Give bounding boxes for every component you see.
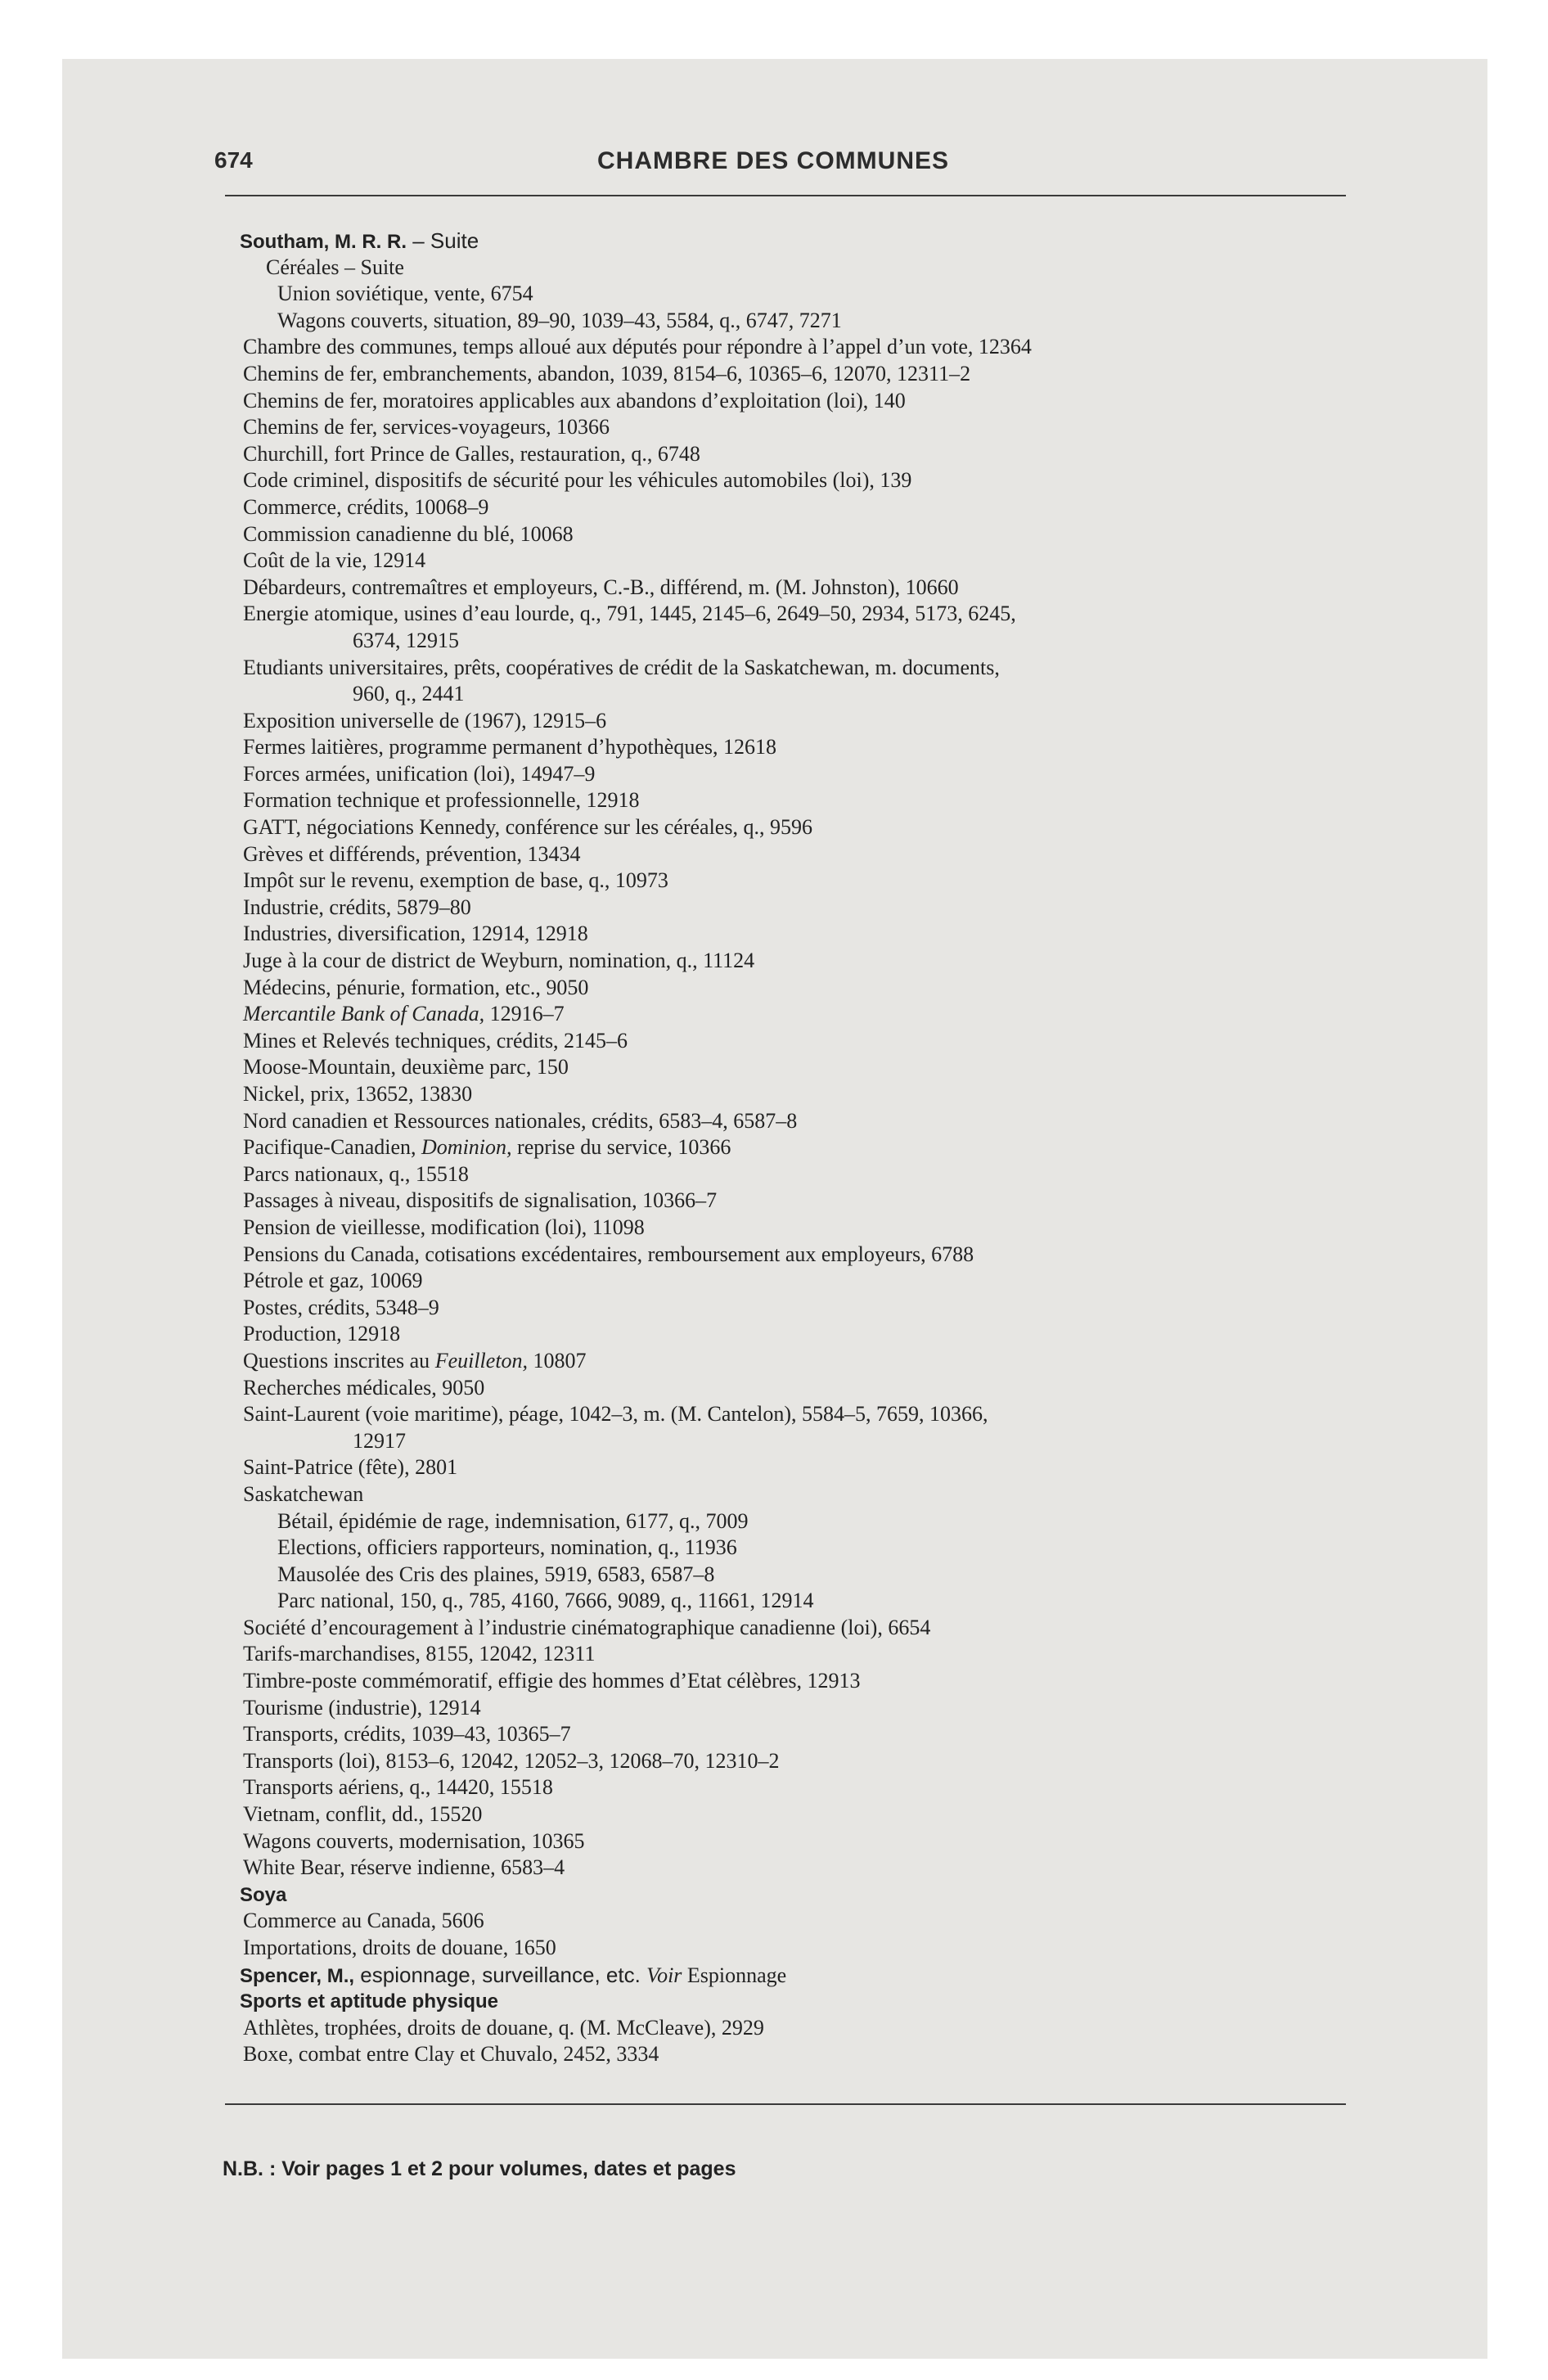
index-continuation-line bbox=[240, 628, 1369, 655]
index-entry bbox=[240, 1188, 1369, 1215]
index-entry bbox=[240, 787, 1369, 814]
entry-heading: Soya bbox=[240, 1883, 287, 1906]
entry-text: Union soviétique, vente, 6754 bbox=[277, 282, 533, 306]
index-entry bbox=[240, 1401, 1369, 1428]
entry-text: Saskatchewan bbox=[243, 1481, 364, 1506]
index-entry bbox=[240, 521, 1369, 548]
entry-text: Transports aériens, q., 14420, 15518 bbox=[243, 1775, 553, 1800]
index-entry bbox=[240, 1935, 1369, 1962]
index-entry bbox=[240, 575, 1369, 602]
entry-heading: Sports et aptitude physique bbox=[240, 1990, 499, 2013]
entry-text: Exposition universelle de (1967), 12915–6 bbox=[243, 708, 607, 732]
index-entry bbox=[240, 308, 1369, 335]
index-entry bbox=[240, 1242, 1369, 1269]
index-entry bbox=[240, 1295, 1369, 1322]
entry-text: Athlètes, trophées, droits de douane, q. (M. McCleave), 2929 bbox=[243, 2015, 764, 2040]
index-entry bbox=[240, 1588, 1369, 1615]
entry-text: Importations, droits de douane, 1650 bbox=[243, 1936, 556, 1959]
entry-text: Pensions du Canada, cotisations excédentaires, remboursement aux employeurs, 6788 bbox=[243, 1242, 974, 1266]
index-entry bbox=[240, 895, 1369, 922]
entry-text: Tourisme (industrie), 12914 bbox=[243, 1695, 481, 1720]
entry-text: Impôt sur le revenu, exemption de base, q., 10973 bbox=[243, 868, 668, 893]
entry-text: Transports, crédits, 1039–43, 10365–7 bbox=[243, 1722, 571, 1747]
entry-text: 960, q., 2441 bbox=[353, 682, 465, 706]
entry-text: Commerce, crédits, 10068–9 bbox=[243, 494, 489, 519]
entry-text: Mines et Relevés techniques, crédits, 2145–6 bbox=[243, 1028, 628, 1053]
index-entry bbox=[240, 1641, 1369, 1668]
index-entry bbox=[240, 1134, 1369, 1161]
index-entry bbox=[240, 814, 1369, 841]
index-entry bbox=[240, 921, 1369, 948]
index-entry bbox=[240, 841, 1369, 868]
entry-text: Boxe, combat entre Clay et Chuvalo, 2452, 3334 bbox=[243, 2042, 659, 2067]
entry-text: Industrie, crédits, 5879–80 bbox=[243, 895, 471, 919]
entry-text: Commission canadienne du blé, 10068 bbox=[243, 521, 574, 546]
index-entry bbox=[240, 1001, 1369, 1028]
entry-text: reprise du service, 10366 bbox=[511, 1135, 731, 1160]
index-heading-entry bbox=[240, 1962, 1369, 1989]
entry-text: Nord canadien et Ressources nationales, crédits, 6583–4, 6587–8 bbox=[243, 1108, 798, 1133]
index-entry bbox=[240, 1615, 1369, 1642]
entry-italic-text: Dominion, bbox=[421, 1135, 512, 1160]
page-header bbox=[164, 147, 1342, 180]
entry-text: Bétail, épidémie de rage, indemnisation, 6177, q., 7009 bbox=[277, 1508, 749, 1533]
index-entry bbox=[240, 548, 1369, 575]
index-entry bbox=[240, 1268, 1369, 1295]
index-entry bbox=[240, 361, 1369, 388]
entry-text: 6374, 12915 bbox=[353, 628, 459, 652]
index-entry bbox=[240, 467, 1369, 494]
entry-text: Saint-Laurent (voie maritime), péage, 1042–3, m. (M. Cantelon), 5584–5, 7659, 10366, bbox=[243, 1402, 988, 1427]
entry-text: Tarifs-marchandises, 8155, 12042, 12311 bbox=[243, 1642, 596, 1666]
entry-text: Formation technique et professionnelle, 12918 bbox=[243, 788, 640, 813]
entry-text: 12916–7 bbox=[484, 1002, 565, 1026]
index-heading-entry bbox=[240, 1988, 1369, 2015]
entry-text: Parcs nationaux, q., 15518 bbox=[243, 1161, 469, 1186]
index-heading-entry bbox=[240, 1882, 1369, 1909]
index-entry bbox=[240, 1535, 1369, 1562]
index-entry bbox=[240, 655, 1369, 682]
index-continuation-line bbox=[240, 1428, 1369, 1455]
entry-text: Céréales – Suite bbox=[266, 255, 404, 279]
index-entry bbox=[240, 1321, 1369, 1348]
index-entry bbox=[240, 334, 1369, 361]
entry-text: Chemins de fer, embranchements, abandon, 1039, 8154–6, 10365–6, 12070, 12311–2 bbox=[243, 361, 971, 385]
entry-text: Industries, diversification, 12914, 12918 bbox=[243, 922, 588, 946]
index-entry bbox=[240, 761, 1369, 788]
entry-text: White Bear, réserve indienne, 6583–4 bbox=[243, 1855, 565, 1880]
index-entry bbox=[240, 1375, 1369, 1402]
index-entry bbox=[240, 1801, 1369, 1828]
index-entry bbox=[240, 388, 1369, 415]
entry-text: Postes, crédits, 5348–9 bbox=[243, 1295, 439, 1319]
entry-text: Chemins de fer, moratoires applicables aux abandons d’exploitation (loi), 140 bbox=[243, 388, 906, 412]
entry-text: Transports (loi), 8153–6, 12042, 12052–3, 12068–70, 12310–2 bbox=[243, 1748, 780, 1773]
entry-text: Production, 12918 bbox=[243, 1322, 401, 1346]
index-entry bbox=[240, 734, 1369, 761]
entry-text: Recherches médicales, 9050 bbox=[243, 1375, 485, 1400]
index-entry bbox=[240, 601, 1369, 628]
entry-text: Grèves et différends, prévention, 13434 bbox=[243, 841, 581, 866]
index-entry bbox=[240, 948, 1369, 975]
entry-text: Pétrole et gaz, 10069 bbox=[243, 1269, 423, 1293]
index-entry bbox=[240, 1748, 1369, 1775]
entry-heading-rest: – Suite bbox=[407, 228, 479, 253]
index-entry bbox=[240, 1028, 1369, 1055]
entry-heading-rest: espionnage, surveillance, etc. bbox=[354, 1962, 647, 1987]
entry-text: Code criminel, dispositifs de sécurité pour les véhicules automobiles (loi), 139 bbox=[243, 468, 912, 493]
index-entry bbox=[240, 1348, 1369, 1375]
index-entry bbox=[240, 1481, 1369, 1508]
entry-heading: Spencer, M., bbox=[240, 1964, 355, 1987]
index-entry bbox=[240, 1508, 1369, 1535]
entry-text: Commerce au Canada, 5606 bbox=[243, 1909, 484, 1933]
entry-text: Churchill, fort Prince de Galles, restauration, q., 6748 bbox=[243, 441, 700, 466]
index-entry bbox=[240, 281, 1369, 308]
index-entry bbox=[240, 1855, 1369, 1882]
entry-text: Société d’encouragement à l’industrie cinématographique canadienne (loi), 6654 bbox=[243, 1615, 931, 1639]
index-entry bbox=[240, 1215, 1369, 1242]
entry-text: Nickel, prix, 13652, 13830 bbox=[243, 1082, 473, 1106]
index-entry bbox=[240, 1562, 1369, 1589]
index-entry bbox=[240, 868, 1369, 895]
entry-text: Juge à la cour de district de Weyburn, nomination, q., 11124 bbox=[243, 949, 755, 973]
index-entry bbox=[240, 975, 1369, 1002]
entry-text: Chambre des communes, temps alloué aux députés pour répondre à l’appel d’un vote, 12364 bbox=[243, 335, 1032, 359]
footer-rule bbox=[225, 2103, 1346, 2105]
entry-text: Timbre-poste commémoratif, effigie des hommes d’Etat célèbres, 12913 bbox=[243, 1669, 861, 1693]
entry-text: Elections, officiers rapporteurs, nomination, q., 11936 bbox=[277, 1535, 737, 1560]
entry-text: Vietnam, conflit, dd., 15520 bbox=[243, 1802, 483, 1827]
index-continuation-line bbox=[240, 681, 1369, 708]
entry-see-reference: Voir bbox=[646, 1963, 682, 1987]
index-entry bbox=[240, 1054, 1369, 1081]
entry-text: Fermes laitières, programme permanent d’hypothèques, 12618 bbox=[243, 735, 776, 760]
entry-text: Mausolée des Cris des plaines, 5919, 6583, 6587–8 bbox=[277, 1562, 715, 1586]
index-entry bbox=[240, 1828, 1369, 1855]
entry-text: Saint-Patrice (fête), 2801 bbox=[243, 1455, 458, 1480]
entry-see-target: Espionnage bbox=[682, 1963, 787, 1987]
index-entry bbox=[240, 494, 1369, 521]
entry-text: Moose-Mountain, deuxième parc, 150 bbox=[243, 1055, 569, 1080]
entry-text-prefix: Questions inscrites au bbox=[243, 1348, 435, 1373]
index-entry bbox=[240, 1721, 1369, 1748]
entry-text: Parc national, 150, q., 785, 4160, 7666, 9089, q., 11661, 12914 bbox=[277, 1589, 814, 1613]
footnote: N.B. : Voir pages 1 et 2 pour volumes, dates et pages bbox=[223, 2157, 736, 2180]
header-rule bbox=[225, 195, 1346, 196]
index-entry bbox=[240, 441, 1369, 468]
entry-text: GATT, négociations Kennedy, conférence sur les céréales, q., 9596 bbox=[243, 815, 812, 840]
entry-text: Pension de vieillesse, modification (loi), 11098 bbox=[243, 1215, 645, 1239]
entry-italic-text: Feuilleton, bbox=[434, 1348, 529, 1373]
index-entry bbox=[240, 1774, 1369, 1801]
entry-text: Chemins de fer, services-voyageurs, 10366 bbox=[243, 415, 610, 439]
entry-text: 10807 bbox=[528, 1348, 587, 1373]
running-head: CHAMBRE DES COMMUNES bbox=[597, 147, 950, 174]
entry-italic-text: Mercantile Bank of Canada, bbox=[243, 1002, 485, 1026]
index-entries bbox=[240, 228, 1369, 2068]
entry-text: Wagons couverts, situation, 89–90, 1039–43, 5584, q., 6747, 7271 bbox=[277, 308, 842, 332]
entry-text: Etudiants universitaires, prêts, coopératives de crédit de la Saskatchewan, m. documents, bbox=[243, 655, 1000, 679]
index-heading-entry bbox=[240, 228, 1369, 255]
index-entry bbox=[240, 1161, 1369, 1188]
entry-text: Wagons couverts, modernisation, 10365 bbox=[243, 1828, 585, 1853]
entry-heading: Southam, M. R. R. bbox=[240, 231, 407, 253]
entry-text: Débardeurs, contremaîtres et employeurs, C.-B., différend, m. (M. Johnston), 10660 bbox=[243, 575, 959, 599]
index-entry bbox=[240, 1081, 1369, 1108]
index-entry bbox=[240, 1695, 1369, 1722]
index-entry bbox=[240, 2041, 1369, 2068]
index-entry bbox=[240, 255, 1369, 282]
index-entry bbox=[240, 1908, 1369, 1935]
index-entry bbox=[240, 414, 1369, 441]
index-entry bbox=[240, 2015, 1369, 2042]
index-entry bbox=[240, 1668, 1369, 1695]
entry-text: Energie atomique, usines d’eau lourde, q., 791, 1445, 2145–6, 2649–50, 2934, 5173, 6245, bbox=[243, 602, 1016, 626]
entry-text: 12917 bbox=[353, 1428, 406, 1453]
entry-text: Passages à niveau, dispositifs de signalisation, 10366–7 bbox=[243, 1188, 718, 1213]
index-entry bbox=[240, 1454, 1369, 1481]
index-entry bbox=[240, 708, 1369, 735]
page-number: 674 bbox=[214, 147, 253, 173]
entry-text: Médecins, pénurie, formation, etc., 9050 bbox=[243, 975, 589, 999]
entry-text: Forces armées, unification (loi), 14947–9 bbox=[243, 761, 596, 786]
index-entry bbox=[240, 1108, 1369, 1135]
entry-text-prefix: Pacifique-Canadien, bbox=[243, 1135, 422, 1160]
entry-text: Coût de la vie, 12914 bbox=[243, 548, 426, 573]
